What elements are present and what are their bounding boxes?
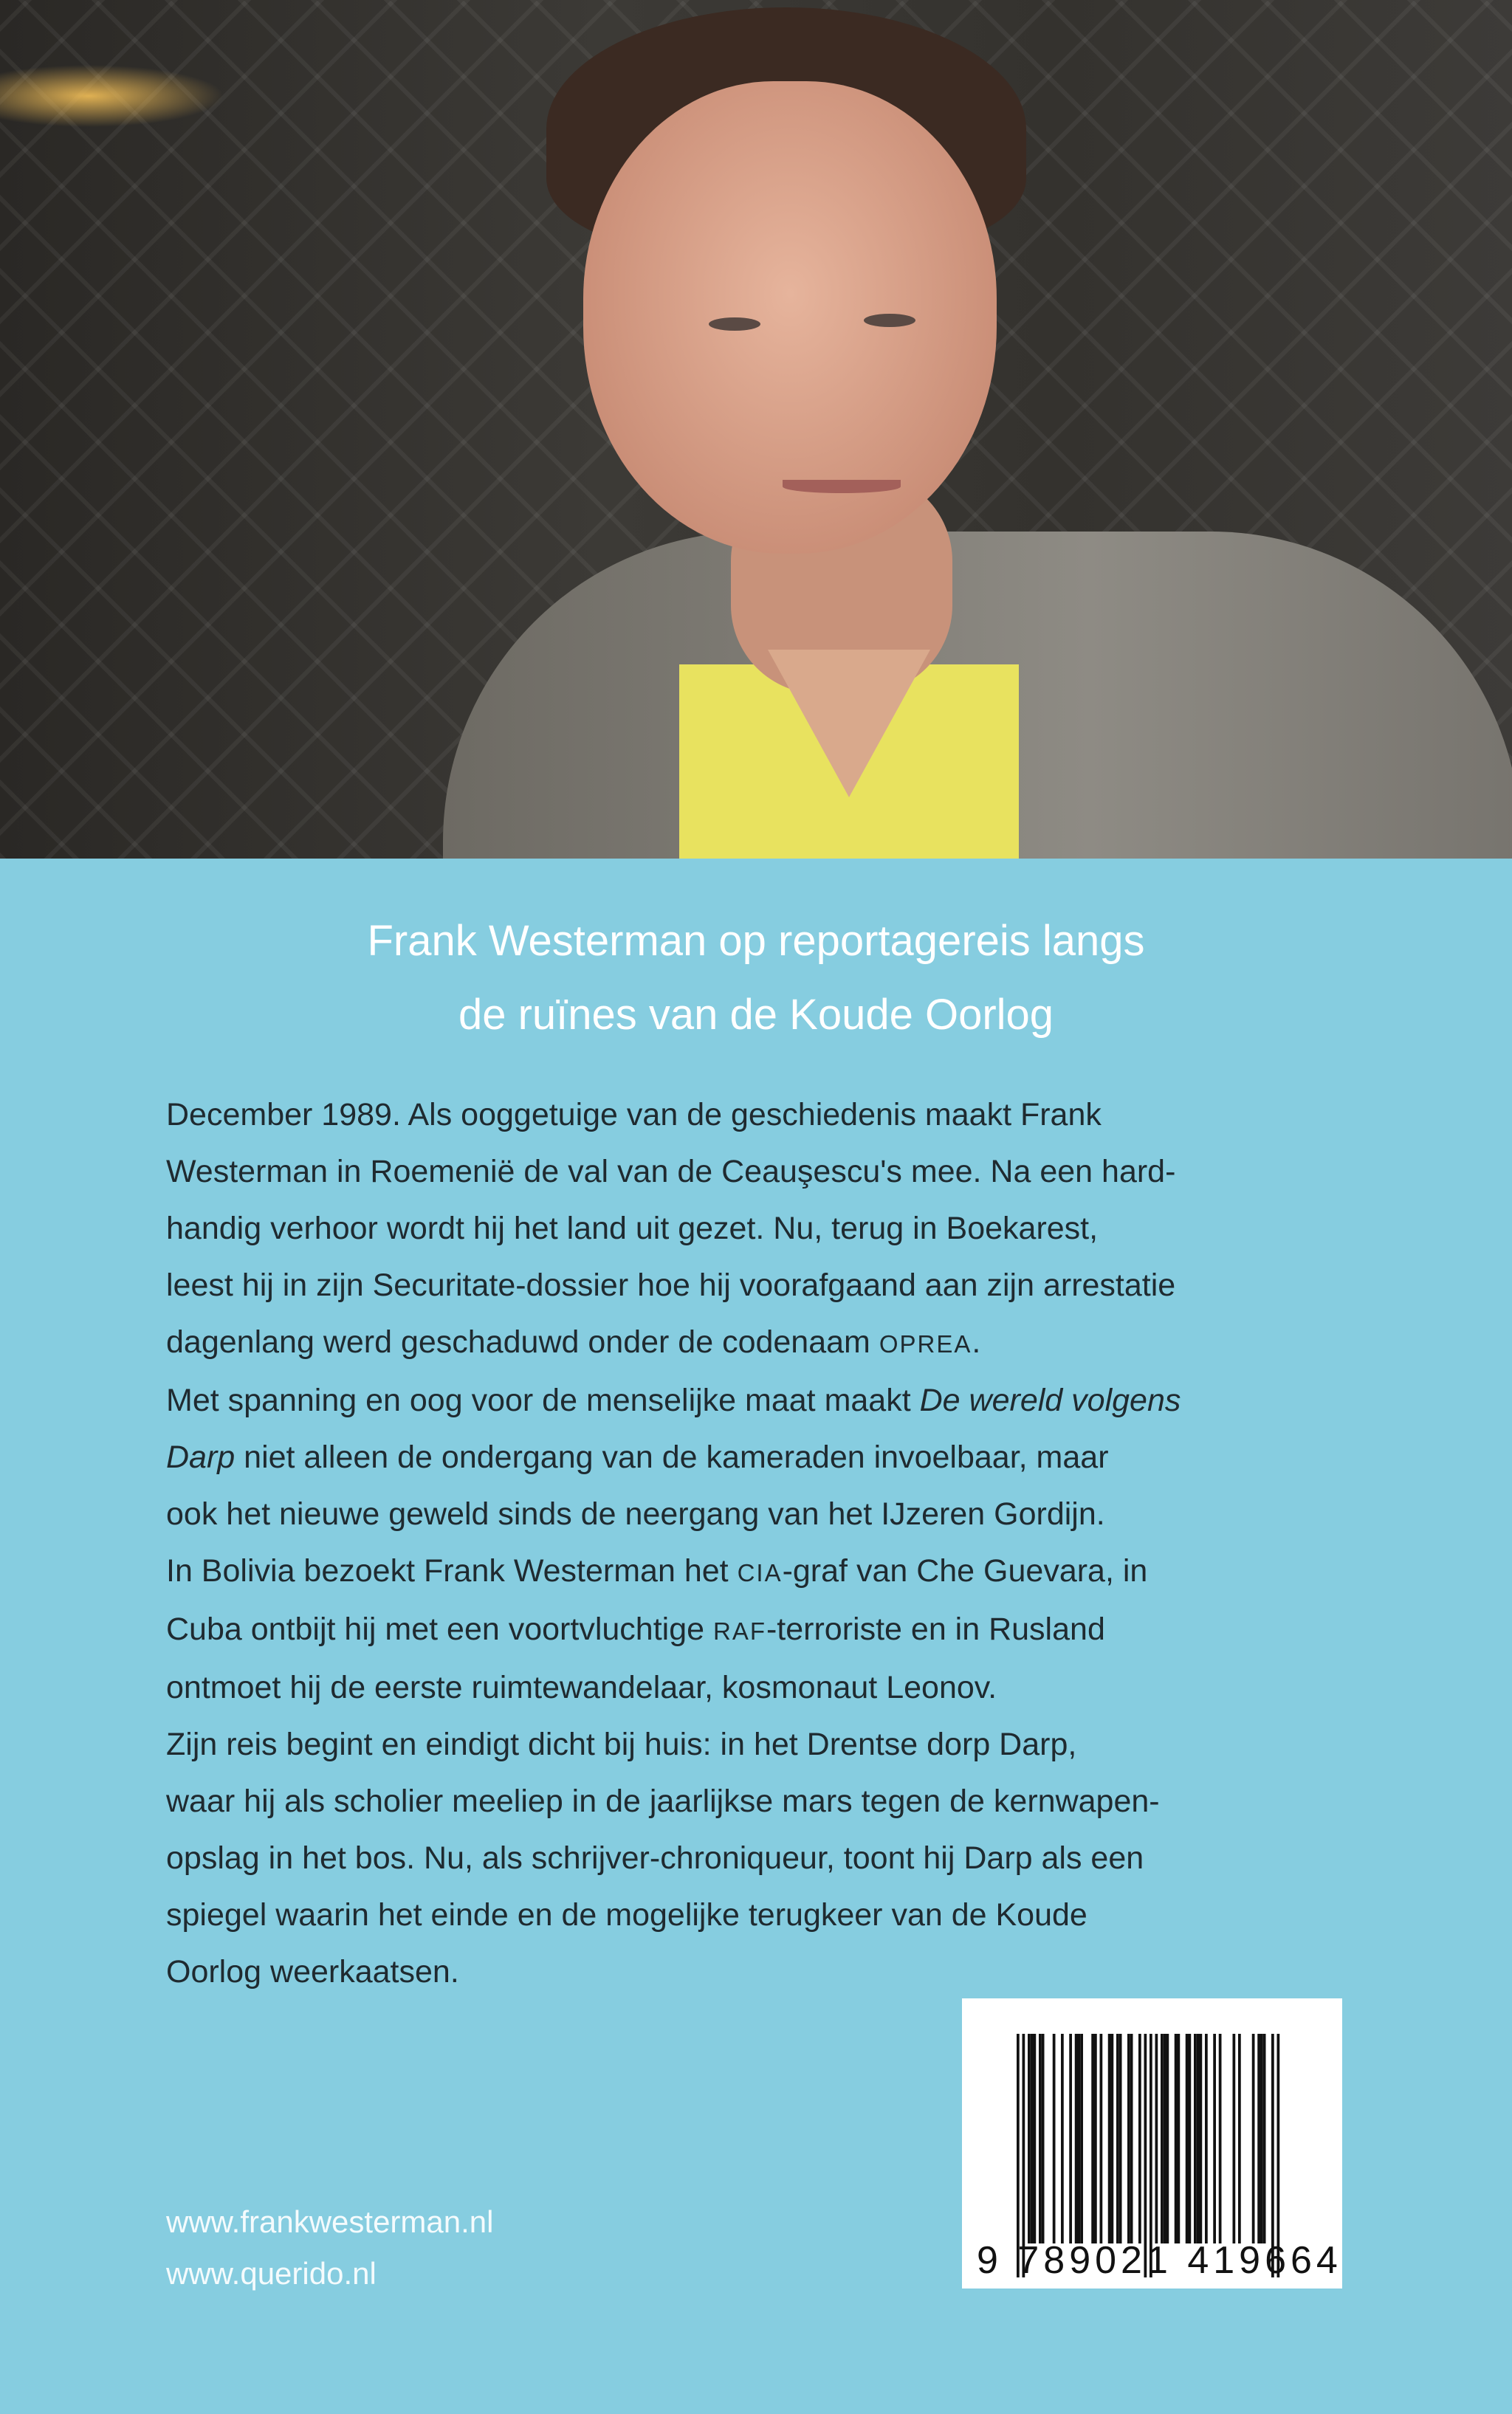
blurb-line [166,1543,1181,1601]
blurb-line: handig verhoor wordt hij het land uit gezet. Nu, terug in Boekarest, [166,1211,1099,1246]
barcode-bar [1252,2034,1255,2243]
barcode-bar [1094,2034,1097,2243]
blurb-line [166,1372,1181,1429]
barcode-bar [1205,2034,1208,2243]
barcode-bar [1260,2034,1263,2243]
codename: OPREA [879,1330,972,1358]
barcode-bar [1238,2034,1241,2243]
author-website-link[interactable]: www.frankwesterman.nl [166,2204,494,2239]
text: Met spanning en oog voor de menselijke maat maakt [166,1383,920,1418]
barcode-bar [1166,2034,1169,2243]
headline-line-1: Frank Westerman op reportagereis langs [367,917,1145,965]
blurb-line [166,1429,1181,1486]
barcode-bar [1130,2034,1133,2243]
barcode-bar [1178,2034,1181,2243]
barcode-bar [1175,2034,1178,2243]
barcode-bar [1138,2034,1141,2243]
barcode-bar [1161,2034,1164,2243]
barcode-bar [1127,2034,1130,2243]
headline [0,904,1512,1052]
barcode-bar [1263,2034,1266,2243]
barcode-bar [1213,2034,1216,2243]
barcode-bar [1091,2034,1094,2243]
blurb [166,1087,1181,2001]
barcode-bar [1028,2034,1031,2243]
barcode-bar [1194,2034,1197,2243]
barcode-bar [1069,2034,1072,2243]
blurb-line: December 1989. Als ooggetuige van de geschiedenis maakt Frank [166,1097,1102,1132]
text: -graf van Che Guevara, in [782,1553,1148,1589]
blurb-line: ontmoet hij de eerste ruimtewandelaar, kosmonaut Leonov. [166,1670,997,1705]
blurb-line: leest hij in zijn Securitate-dossier hoe hij voorafgaand aan zijn arrestatie [166,1268,1176,1303]
barcode-bar [1119,2034,1122,2243]
mouth [783,480,901,493]
acronym: RAF [712,1617,766,1645]
text: -terroriste en in Rusland [766,1612,1105,1647]
text: niet alleen de ondergang van de kameraden invoelbaar, maar [235,1440,1109,1475]
barcode-bar [1257,2034,1260,2243]
text: Cuba ontbijt hij met een voortvluchtige [166,1612,713,1647]
barcode-bar [1061,2034,1064,2243]
blurb-line [166,1314,1181,1372]
barcode-bar [1186,2034,1189,2243]
barcode-bar [1197,2034,1200,2243]
barcode-bar [1189,2034,1192,2243]
blurb-line: spiegel waarin het einde en de mogelijke terugkeer van de Koude [166,1897,1087,1933]
book-title: Darp [166,1440,236,1475]
barcode-bar [1111,2034,1114,2243]
blurb-line: Zijn reis begint en eindigt dicht bij huis: in het Drentse dorp Darp, [166,1727,1077,1762]
barcode-bar [1080,2034,1083,2243]
barcode-bar [1039,2034,1042,2243]
barcode-bar [1164,2034,1166,2243]
barcode-bar [1031,2034,1034,2243]
blurb-line: opslag in het bos. Nu, als schrijver-chroniqueur, toont hij Darp als een [166,1840,1144,1876]
headline-line-2: de ruïnes van de Koude Oorlog [458,991,1054,1039]
acronym: CIA [737,1559,783,1586]
barcode-bar [1078,2034,1081,2243]
barcode-bar [1100,2034,1103,2243]
publisher-website-link[interactable]: www.querido.nl [166,2256,377,2291]
blurb-line: ook het nieuwe geweld sinds de neergang van het IJzeren Gordijn. [166,1496,1105,1532]
right-eye [864,314,915,327]
barcode-bar [1075,2034,1078,2243]
text: dagenlang werd geschaduwd onder de codenaam [166,1324,879,1360]
barcode-bar [1200,2034,1203,2243]
left-eye [709,317,760,331]
barcode-bar [1034,2034,1037,2243]
barcode-bar [1053,2034,1056,2243]
barcode-bar [1042,2034,1045,2243]
barcode [962,1998,1342,2289]
isbn-number: 9 789021 419664 [977,2239,1342,2282]
barcode-bar [1233,2034,1236,2243]
barcode-bar [1219,2034,1222,2243]
barcode-bar [1108,2034,1111,2243]
blurb-line: waar hij als scholier meeliep in de jaarlijkse mars tegen de kernwapen- [166,1784,1160,1819]
text: In Bolivia bezoekt Frank Westerman het [166,1553,738,1589]
blurb-line: Westerman in Roemenië de val van de Ceauşescu's mee. Na een hard- [166,1154,1176,1189]
blurb-line: Oorlog weerkaatsen. [166,1954,459,1990]
text: . [972,1324,981,1360]
author-photo [0,0,1512,859]
websites [166,2196,493,2300]
book-title: De wereld volgens [919,1383,1181,1418]
barcode-bar [1116,2034,1119,2243]
barcode-bar [1155,2034,1158,2243]
blurb-line [166,1601,1181,1660]
